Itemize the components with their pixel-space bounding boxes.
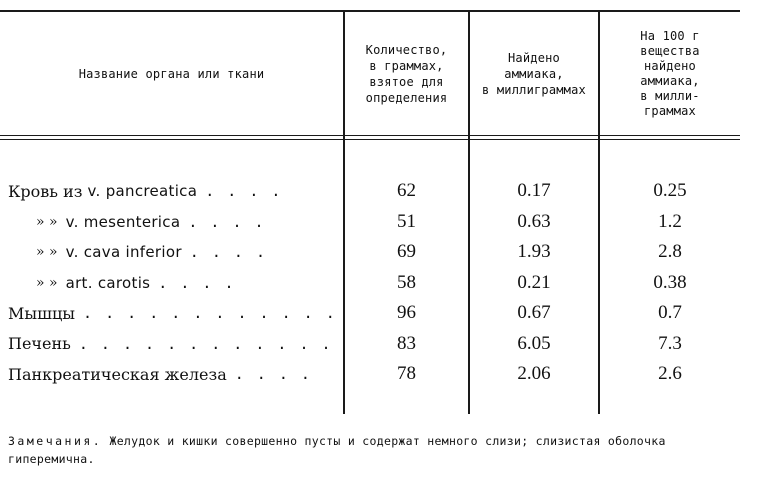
per-100g-cell: 0.7: [658, 302, 682, 323]
quantity-cell: 62: [397, 180, 416, 201]
organ-name-text: Панкреатическая железа: [8, 364, 227, 384]
table-row: [0, 268, 740, 298]
leader-dots: . . . . . . . . . . . .: [83, 304, 337, 322]
organ-name-text: Печень: [8, 334, 71, 353]
table-row: [0, 329, 740, 359]
ammonia-found-cell: 2.06: [517, 363, 551, 384]
header-organ-name: Название органа или ткани: [78, 66, 265, 81]
organ-name-cell: [8, 329, 338, 359]
vessel-latin-name: art. carotis: [65, 273, 151, 292]
table-row: [0, 207, 740, 237]
table-row: [0, 176, 740, 206]
leader-dots: . . . .: [205, 182, 283, 200]
header-bottom-rule-double: [0, 139, 740, 140]
ditto-marks: » »: [36, 244, 58, 260]
leader-dots: . . . .: [234, 365, 312, 383]
leader-dots: . . . .: [158, 273, 236, 292]
table-row: [0, 359, 740, 389]
ditto-marks: » »: [36, 213, 58, 230]
table-row: [0, 298, 740, 328]
leader-dots: . . . . . . . . . . . .: [78, 334, 333, 353]
quantity-cell: 78: [397, 363, 416, 384]
ammonia-found-cell: 0.17: [517, 180, 551, 201]
ammonia-found-cell: 0.67: [517, 302, 551, 323]
per-100g-cell: 2.6: [658, 363, 682, 384]
per-100g-cell: 0.25: [653, 180, 687, 201]
organ-name-cell: [8, 207, 366, 237]
quantity-cell: 96: [397, 302, 416, 323]
leader-dots: . . . .: [189, 243, 267, 261]
organ-name-cell: [8, 268, 366, 298]
organ-name-text: Кровь из: [8, 181, 88, 201]
ammonia-found-cell: 0.63: [517, 210, 551, 232]
quantity-cell: 58: [397, 271, 416, 293]
header-per-100g: На 100 г вещества найдено аммиака, в милли- граммах: [640, 28, 700, 118]
quantity-cell: 51: [397, 210, 416, 232]
ammonia-found-cell: 6.05: [517, 332, 551, 354]
organ-name-cell: [8, 237, 366, 267]
header-ammonia-found: Найдено аммиака, в миллиграммах: [482, 50, 586, 97]
quantity-cell: 83: [397, 332, 416, 354]
quantity-cell: 69: [397, 241, 416, 262]
per-100g-cell: 1.2: [658, 210, 682, 232]
ammonia-found-cell: 1.93: [517, 241, 551, 262]
per-100g-cell: 0.38: [653, 271, 687, 293]
leader-dots: . . . .: [188, 212, 266, 231]
header-quantity: Количество, в граммах, взятое для определения: [365, 42, 448, 105]
organ-name-cell: [8, 359, 338, 389]
organ-name-cell: [8, 298, 338, 328]
footnote: [8, 432, 738, 468]
organ-name-text: Мышцы: [8, 303, 76, 323]
vessel-latin-name: v. pancreatica: [87, 182, 198, 200]
per-100g-cell: 2.8: [658, 241, 682, 262]
per-100g-cell: 7.3: [658, 332, 682, 354]
footnote-lead: Замечания.: [8, 434, 103, 448]
ammonia-found-cell: 0.21: [517, 271, 551, 293]
table-row: [0, 237, 740, 267]
vessel-latin-name: v. mesenterica: [65, 212, 181, 231]
vessel-latin-name: v. cava inferior: [65, 243, 182, 261]
footnote-text: Желудок и кишки совершенно пусты и содержат немного слизи; слизистая оболочка гиперемична.: [8, 434, 666, 466]
ditto-marks: » »: [36, 274, 58, 291]
header-bottom-rule: [0, 135, 740, 136]
organ-name-cell: [8, 176, 338, 206]
